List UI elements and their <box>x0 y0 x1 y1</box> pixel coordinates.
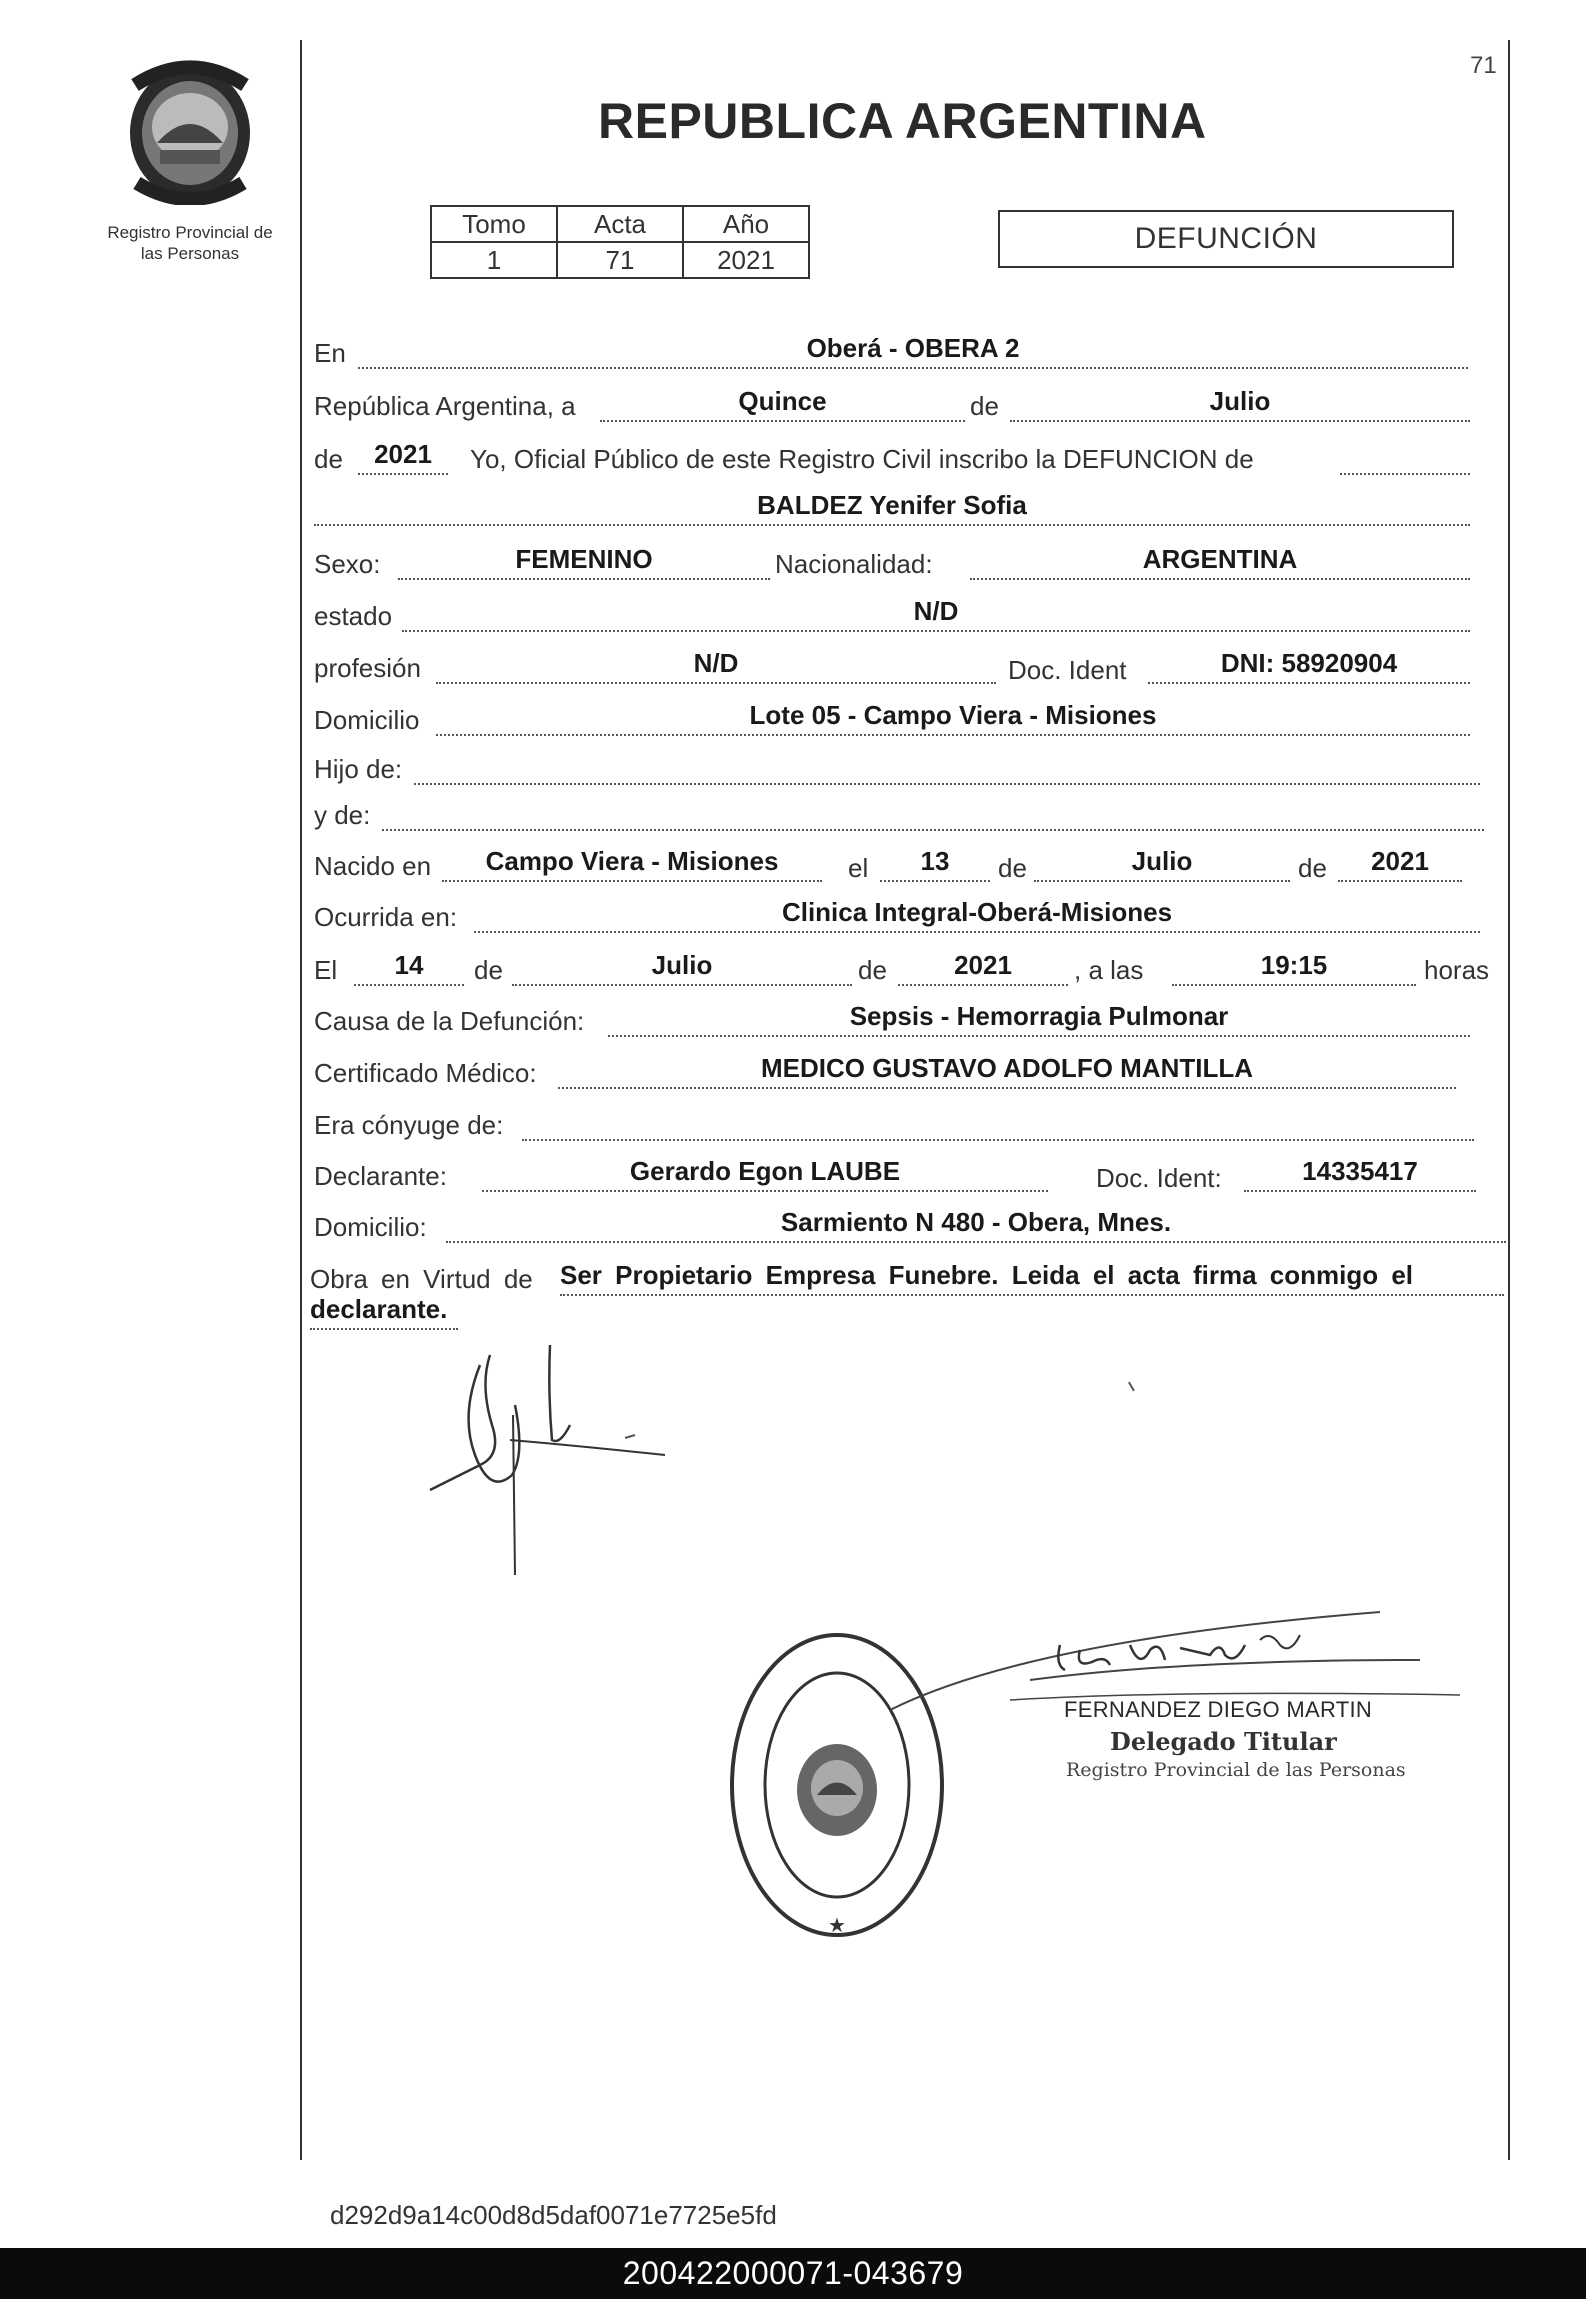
label-de-3: de <box>998 853 1027 883</box>
tomo-header: Tomo <box>431 206 557 242</box>
field-nombre: BALDEZ Yenifer Sofia <box>314 490 1470 526</box>
field-nacido-en: Campo Viera - Misiones <box>442 846 822 882</box>
label-republica: República Argentina, a <box>314 391 576 421</box>
page-number: 71 <box>1470 52 1497 79</box>
field-profesion: N/D <box>436 648 996 684</box>
official-role: Delegado Titular <box>1110 1727 1337 1756</box>
field-yo-trailing <box>1340 439 1470 475</box>
label-estado: estado <box>314 601 393 631</box>
label-el-cap: El <box>314 955 338 985</box>
field-declarante-doc: 14335417 <box>1244 1156 1476 1192</box>
label-sexo: Sexo: <box>314 549 381 579</box>
label-obra-en-virtud: Obra en Virtud de <box>310 1264 533 1294</box>
label-hijo-de: Hijo de: <box>314 754 403 784</box>
label-de-6: de <box>858 955 887 985</box>
tomo-value: 1 <box>431 242 557 278</box>
stray-mark <box>1128 1379 1140 1392</box>
svg-text:★: ★ <box>828 1913 846 1937</box>
field-declarante-domicilio: Sarmiento N 480 - Obera, Mnes. <box>446 1207 1506 1243</box>
label-el: el <box>848 853 869 883</box>
label-declarante: Declarante: <box>314 1161 447 1191</box>
field-lugar: Oberá - OBERA 2 <box>358 333 1468 369</box>
label-domicilio: Domicilio <box>314 705 420 735</box>
logo-caption-line-2: las Personas <box>140 244 240 263</box>
provincial-seal-logo <box>115 55 265 205</box>
field-fallec-anio: 2021 <box>898 950 1068 986</box>
field-nacionalidad: ARGENTINA <box>970 544 1470 580</box>
right-margin-line <box>1508 40 1510 2160</box>
field-conyuge <box>522 1105 1474 1141</box>
left-margin-line <box>300 40 302 2160</box>
field-sexo: FEMENINO <box>398 544 770 580</box>
field-declarante: Gerardo Egon LAUBE <box>482 1156 1048 1192</box>
label-yo-text: Yo, Oficial Público de este Registro Civil inscribo la DEFUNCION de <box>470 444 1254 474</box>
label-y-de: y de: <box>314 800 371 830</box>
field-hijo-de <box>414 749 1480 785</box>
label-de-1: de <box>970 391 999 421</box>
field-causa: Sepsis - Hemorragia Pulmonar <box>608 1001 1470 1037</box>
anio-value: 2021 <box>683 242 809 278</box>
label-de-5: de <box>474 955 503 985</box>
field-nacido-mes: Julio <box>1034 846 1290 882</box>
field-dia-inscripcion: Quince <box>600 386 965 422</box>
label-a-las: , a las <box>1074 955 1144 985</box>
label-certificado: Certificado Médico: <box>314 1058 537 1088</box>
acta-value: 71 <box>557 242 683 278</box>
field-obra-en-virtud-line2: declarante. <box>310 1294 458 1330</box>
field-doc-ident: DNI: 58920904 <box>1148 648 1470 684</box>
field-nacido-dia: 13 <box>880 846 990 882</box>
document-hash: d292d9a14c00d8d5daf0071e7725e5fd <box>330 2200 777 2230</box>
official-organization: Registro Provincial de las Personas <box>1066 1759 1406 1781</box>
acta-header: Acta <box>557 206 683 242</box>
record-type-box: DEFUNCIÓN <box>998 210 1454 268</box>
label-de-4: de <box>1298 853 1327 883</box>
page-title: REPUBLICA ARGENTINA <box>598 93 1207 149</box>
official-name: FERNANDEZ DIEGO MARTIN <box>1064 1697 1373 1722</box>
field-fallec-hora: 19:15 <box>1172 950 1416 986</box>
label-doc-ident: Doc. Ident <box>1008 655 1127 685</box>
label-declarante-doc: Doc. Ident: <box>1096 1163 1222 1193</box>
field-ocurrida-en: Clinica Integral-Oberá-Misiones <box>474 897 1480 933</box>
field-domicilio: Lote 05 - Campo Viera - Misiones <box>436 700 1470 736</box>
field-anio-inscripcion: 2021 <box>358 439 448 475</box>
label-profesion: profesión <box>314 653 421 683</box>
label-ocurrida-en: Ocurrida en: <box>314 902 458 932</box>
logo-caption-line-1: Registro Provincial de <box>107 223 273 242</box>
field-obra-en-virtud-line1: Ser Propietario Empresa Funebre. Leida el acta firma conmigo el <box>560 1260 1504 1296</box>
field-fallec-mes: Julio <box>512 950 852 986</box>
field-mes-inscripcion: Julio <box>1010 386 1470 422</box>
label-domicilio-declarante: Domicilio: <box>314 1212 427 1242</box>
label-en: En <box>314 338 346 368</box>
label-causa: Causa de la Defunción: <box>314 1006 585 1036</box>
declarant-signature <box>420 1345 680 1585</box>
anio-header: Año <box>683 206 809 242</box>
label-conyuge: Era cónyuge de: <box>314 1110 504 1140</box>
field-y-de <box>382 795 1484 831</box>
stamp-outer-text <box>740 1955 770 1956</box>
field-nacido-anio: 2021 <box>1338 846 1462 882</box>
footer-code-bar: 200422000071-043679 <box>0 2248 1586 2299</box>
label-horas: horas <box>1424 955 1490 985</box>
record-reference-table <box>430 205 810 279</box>
label-nacido-en: Nacido en <box>314 851 432 881</box>
field-estado: N/D <box>402 596 1470 632</box>
label-de-2: de <box>314 444 343 474</box>
logo-caption <box>80 222 300 264</box>
field-certificado: MEDICO GUSTAVO ADOLFO MANTILLA <box>558 1053 1456 1089</box>
label-nacionalidad: Nacionalidad: <box>775 549 933 579</box>
field-fallec-dia: 14 <box>354 950 464 986</box>
